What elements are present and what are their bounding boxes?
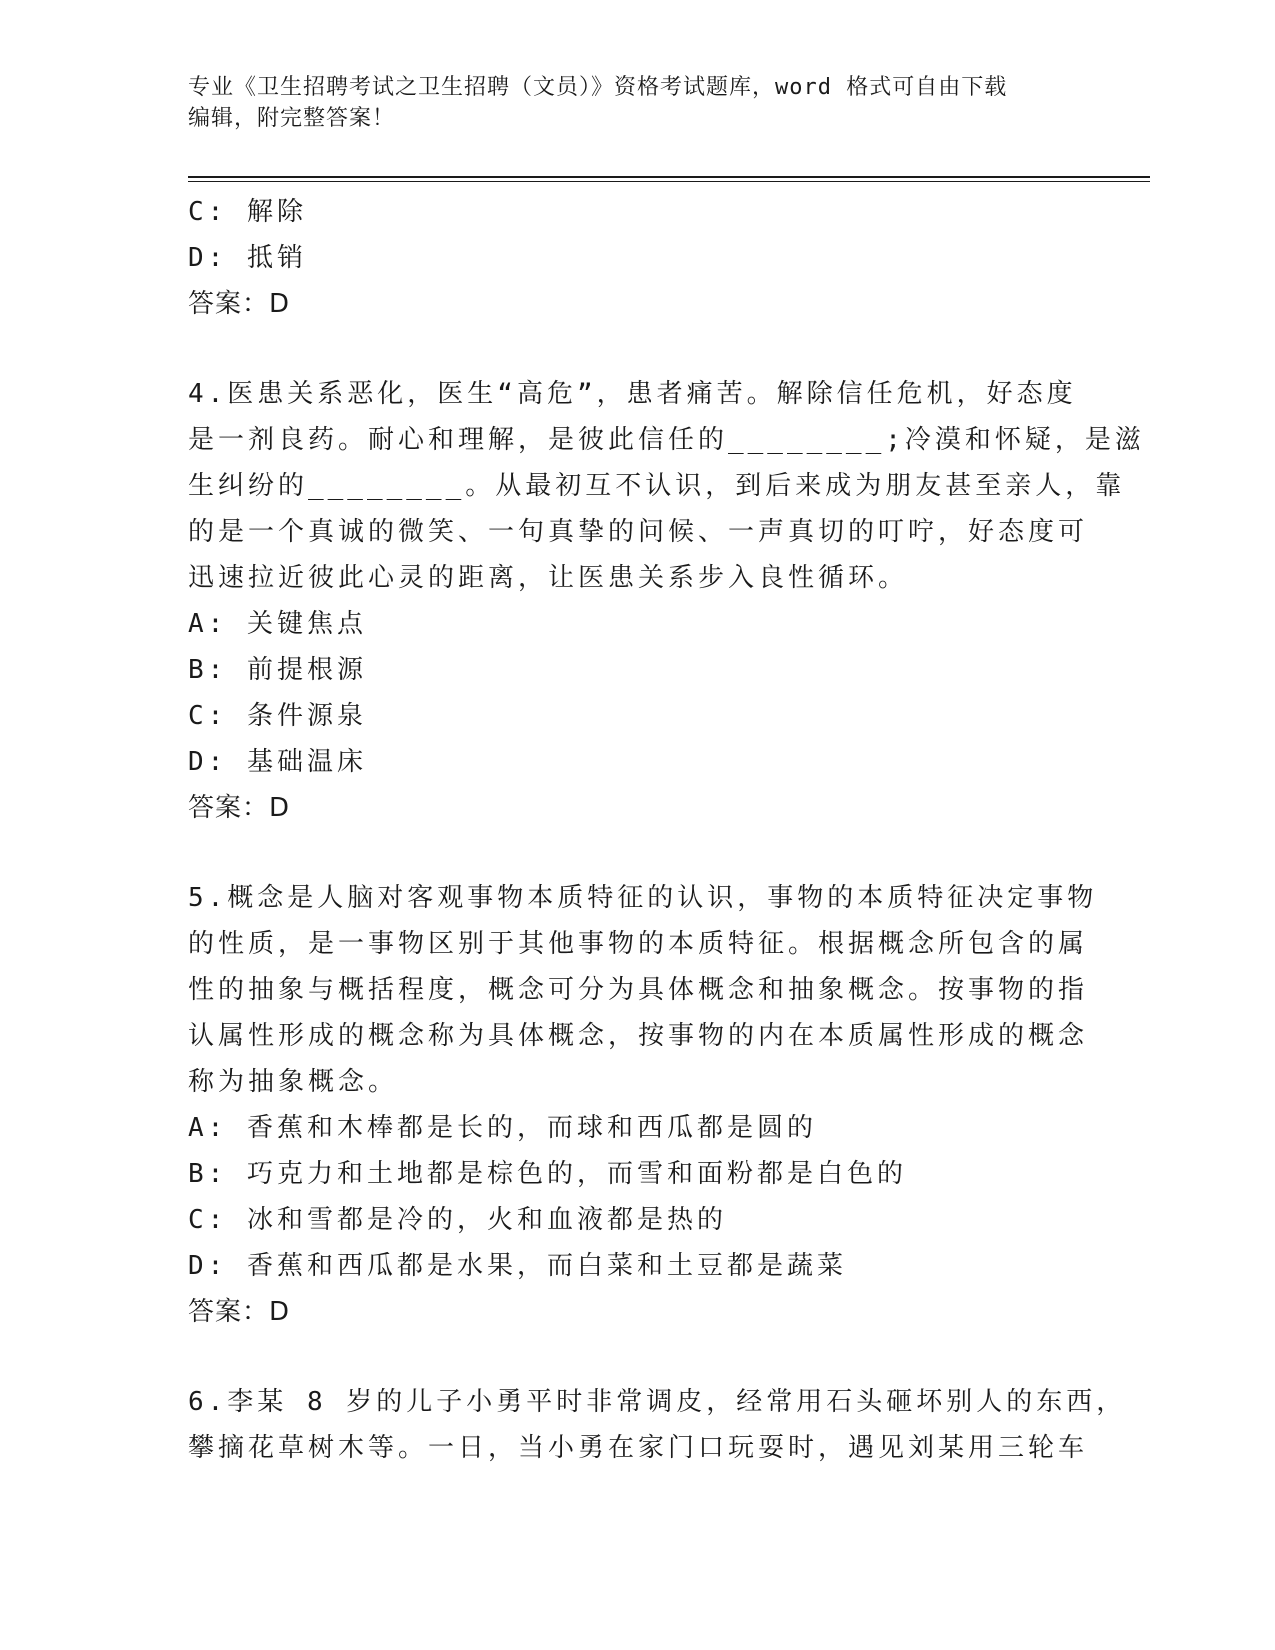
spacer <box>188 831 1068 875</box>
document-header <box>188 72 1088 134</box>
option-b: B: 巧克力和土地都是棕色的，而雪和面粉都是白色的 <box>188 1159 907 1189</box>
option-d: D: 基础温床 <box>188 747 367 777</box>
question-text-line: 4.医患关系恶化，医生“高危”，患者痛苦。解除信任危机，好态度 <box>188 379 1077 409</box>
answer-line: 答案：D <box>188 289 291 319</box>
option-c: C: 条件源泉 <box>188 701 367 731</box>
option-d: D: 香蕉和西瓜都是水果，而白菜和土豆都是蔬菜 <box>188 1251 847 1281</box>
option-c: C: 解除 <box>188 197 307 227</box>
question-5 <box>188 875 1098 1335</box>
question-text-line: 攀摘花草树木等。一日，当小勇在家门口玩耍时，遇见刘某用三轮车 <box>188 1433 1089 1463</box>
option-a: A: 香蕉和木棒都是长的，而球和西瓜都是圆的 <box>188 1113 817 1143</box>
question-text-line: 的是一个真诚的微笑、一句真挚的问候、一声真切的叮咛，好态度可 <box>188 517 1089 547</box>
header-line-1: 专业《卫生招聘考试之卫生招聘（文员）》资格考试题库，word 格式可自由下载 <box>188 75 1008 100</box>
question-text-line: 认属性形成的概念称为具体概念，按事物的内在本质属性形成的概念 <box>188 1021 1089 1051</box>
question-text-line: 6.李某 8 岁的儿子小勇平时非常调皮，经常用石头砸坏别人的东西， <box>188 1387 1127 1417</box>
option-a: A: 关键焦点 <box>188 609 367 639</box>
header-line-2: 编辑，附完整答案！ <box>188 106 396 131</box>
document-body <box>188 189 1145 1471</box>
question-text-line: 5.概念是人脑对客观事物本质特征的认识，事物的本质特征决定事物 <box>188 883 1098 913</box>
option-b: B: 前提根源 <box>188 655 367 685</box>
question-text-line: 是一剂良药。耐心和理解，是彼此信任的________;冷漠和怀疑，是滋 <box>188 425 1145 455</box>
question-text-line: 生纠纷的________。从最初互不认识，到后来成为朋友甚至亲人，靠 <box>188 471 1126 501</box>
answer-line: 答案：D <box>188 793 291 823</box>
question-text-line: 迅速拉近彼此心灵的距离，让医患关系步入良性循环。 <box>188 563 909 593</box>
option-c: C: 冰和雪都是冷的，火和血液都是热的 <box>188 1205 727 1235</box>
question-4 <box>188 371 1145 831</box>
question-text-line: 的性质，是一事物区别于其他事物的本质特征。根据概念所包含的属 <box>188 929 1089 959</box>
spacer <box>188 1335 1068 1379</box>
question-text-line: 称为抽象概念。 <box>188 1067 399 1097</box>
header-divider-thick <box>188 176 1150 178</box>
question-6 <box>188 1379 1127 1471</box>
option-d: D: 抵销 <box>188 243 307 273</box>
spacer <box>188 327 1068 371</box>
header-divider-thin <box>188 181 1150 182</box>
answer-line: 答案：D <box>188 1297 291 1327</box>
question-text-line: 性的抽象与概括程度，概念可分为具体概念和抽象概念。按事物的指 <box>188 975 1089 1005</box>
question-3-tail <box>188 189 1068 327</box>
